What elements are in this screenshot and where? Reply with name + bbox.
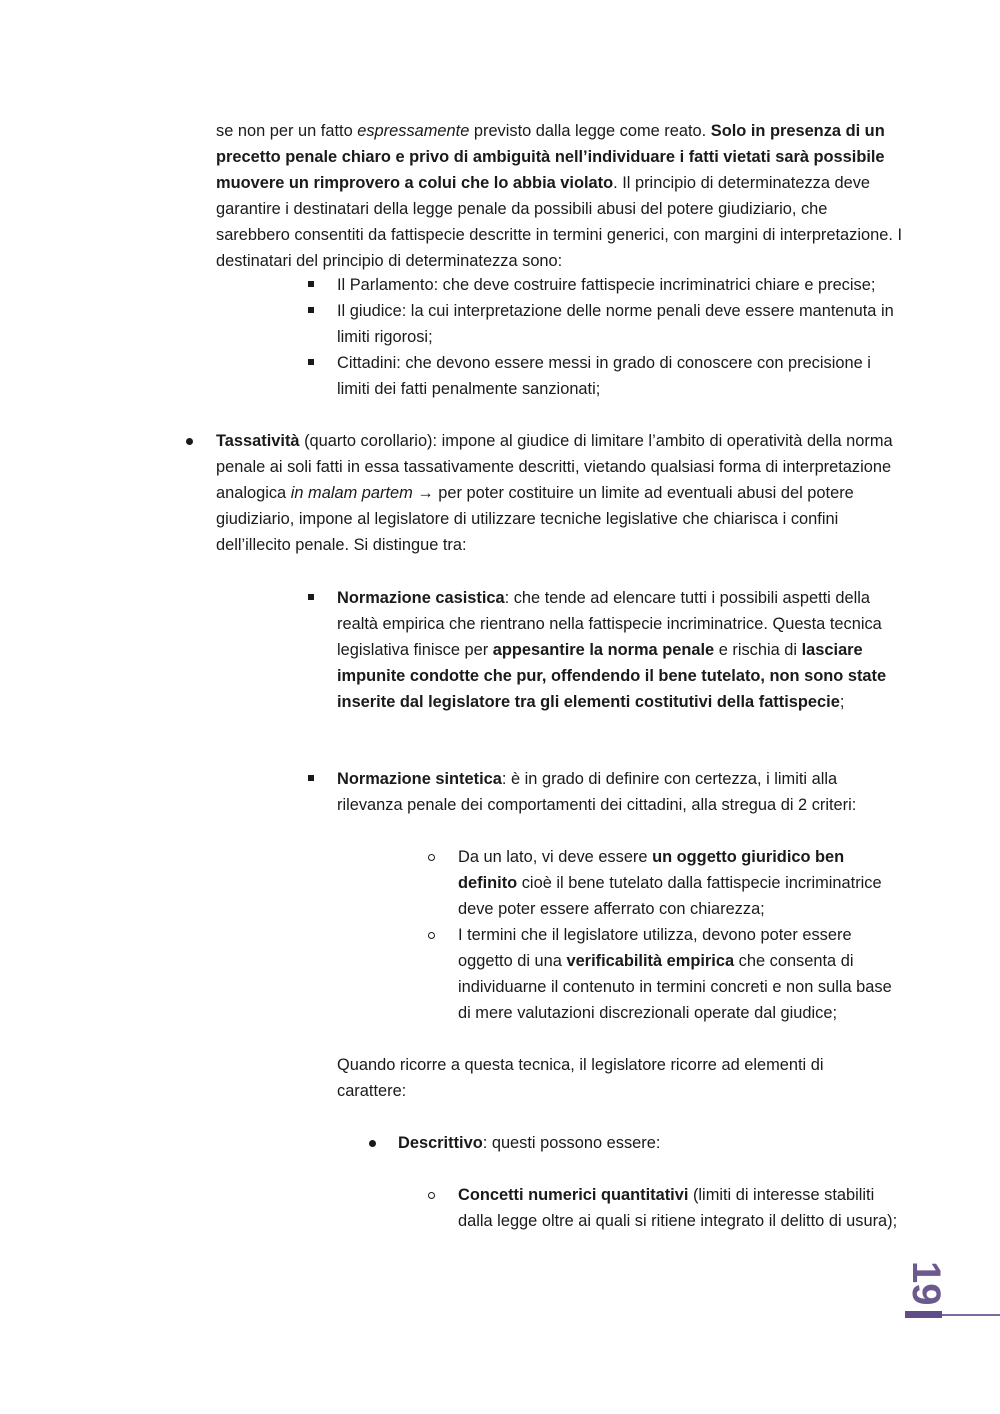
- list-item-giudice: Il giudice: la cui interpretazione delle norme penali deve essere mantenuta in limiti rigorosi;: [337, 302, 894, 346]
- criterion-verificabilita: I termini che il legislatore utilizza, devono poter essere oggetto di una verificabilità empirica che consenta di individuarne il contenuto in termini concreti e non sulla base di mere valutazioni discrezionali operate dal giudice;: [458, 926, 892, 1022]
- bullet-dot-icon: [186, 438, 193, 445]
- bullet-square-icon: [308, 594, 314, 600]
- concetti-item: Concetti numerici quantitativi (limiti di interesse stabiliti dalla legge oltre ai quali si ritiene integrato il delitto di usura);: [458, 1186, 898, 1230]
- criterion-oggetto-giuridico: Da un lato, vi deve essere un oggetto giuridico ben definito cioè il bene tutelato dalla fattispecie incriminatrice deve poter essere afferrato con chiarezza;: [458, 848, 882, 918]
- bullet-circle-icon: [428, 1192, 435, 1199]
- bullet-square-icon: [308, 359, 314, 365]
- bullet-square-icon: [308, 281, 314, 287]
- bullet-circle-icon: [428, 854, 435, 861]
- bullet-dot-icon: [369, 1140, 376, 1147]
- quando-paragraph: Quando ricorre a questa tecnica, il legislatore ricorre ad elementi di carattere:: [337, 1056, 824, 1100]
- list-item-cittadini: Cittadini: che devono essere messi in grado di conoscere con precisione i limiti dei fatti penalmente sanzionati;: [337, 354, 871, 398]
- intro-paragraph: se non per un fatto espressamente previsto dalla legge come reato. Solo in presenza di un precetto penale chiaro e privo di ambiguità nell’individuare i fatti vietati sarà possibile muovere un rimprovero a colui che lo abbia violato. Il principio di determinatezza deve garantire i destinatari della legge penale da possibili abusi del potere giudiziario, che sarebbero consentiti da fattispecie descritte in termini generici, con margini di interpretazione. I destinatari del principio di determinatezza sono:: [216, 122, 903, 270]
- page-number: 19: [904, 1261, 948, 1306]
- descrittivo-item: Descrittivo: questi possono essere:: [398, 1134, 661, 1152]
- page-number-bar: [905, 1311, 942, 1318]
- tassativita-paragraph: Tassatività (quarto corollario): impone al giudice di limitare l’ambito di operatività della norma penale ai soli fatti in essa tassativamente descritti, vietando qualsiasi forma di interpretazione analogica in malam partem → per poter costituire un limite ad eventuali abusi del potere giudiziario, impone al legislatore di utilizzare tecniche legislative che chiarisca i confini dell’illecito penale. Si distingue tra:: [216, 432, 893, 554]
- bullet-square-icon: [308, 307, 314, 313]
- bullet-circle-icon: [428, 932, 435, 939]
- page-number-rule: [942, 1314, 1000, 1316]
- sintetica-paragraph: Normazione sintetica: è in grado di definire con certezza, i limiti alla rilevanza penale dei comportamenti dei cittadini, alla stregua di 2 criteri:: [337, 770, 857, 814]
- list-item-parlamento: Il Parlamento: che deve costruire fattispecie incriminatrici chiare e precise;: [337, 276, 876, 294]
- bullet-square-icon: [308, 775, 314, 781]
- casistica-paragraph: Normazione casistica: che tende ad elencare tutti i possibili aspetti della realtà empirica che rientrano nella fattispecie incriminatrice. Questa tecnica legislativa finisce per appesantire la norma penale e rischia di lasciare impunite condotte che pur, offendendo il bene tutelato, non sono state inserite dal legislatore tra gli elementi costitutivi della fattispecie;: [337, 589, 887, 711]
